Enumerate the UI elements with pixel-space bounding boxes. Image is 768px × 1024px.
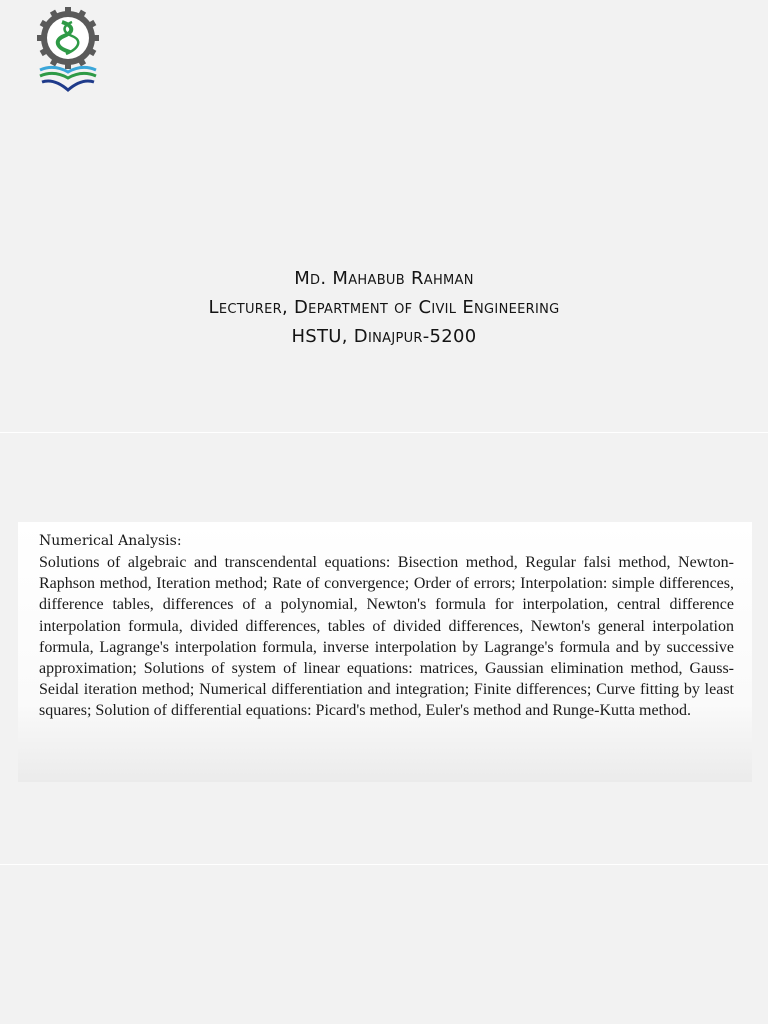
author-block <box>0 264 768 351</box>
syllabus-heading: Numerical Analysis: <box>39 533 182 549</box>
syllabus-card <box>18 522 752 782</box>
author-name: Md. Mahabub Rahman <box>294 268 474 289</box>
author-institution: HSTU, Dinajpur-5200 <box>291 326 477 347</box>
blank-slide <box>0 865 768 1024</box>
author-designation: Lecturer, Department of Civil Engineering <box>208 297 560 318</box>
syllabus-body: Solutions of algebraic and transcendental equations: Bisection method, Regular falsi method, Newton-Raphson method, Iteration method; Rate of convergence; Order of errors; Interpolation: simple differences, difference tables, differences of a polynomial, Newton's formula for interpolation, central difference interpolation formula, divided differences, tables of divided differences, Newton's general interpolation formula, Lagrange's interpolation formula, inverse interpolation by Lagrange's formula and by successive approximation; Solutions of system of linear equations: matrices, Gaussian elimination method, Gauss-Seidal iteration method; Numerical differentiation and integration; Finite differences; Curve fitting by least squares; Solution of differential equations: Picard's method, Euler's method and Runge-Kutta method. <box>39 554 734 720</box>
university-gear-logo-icon <box>34 4 102 98</box>
title-slide <box>0 0 768 432</box>
